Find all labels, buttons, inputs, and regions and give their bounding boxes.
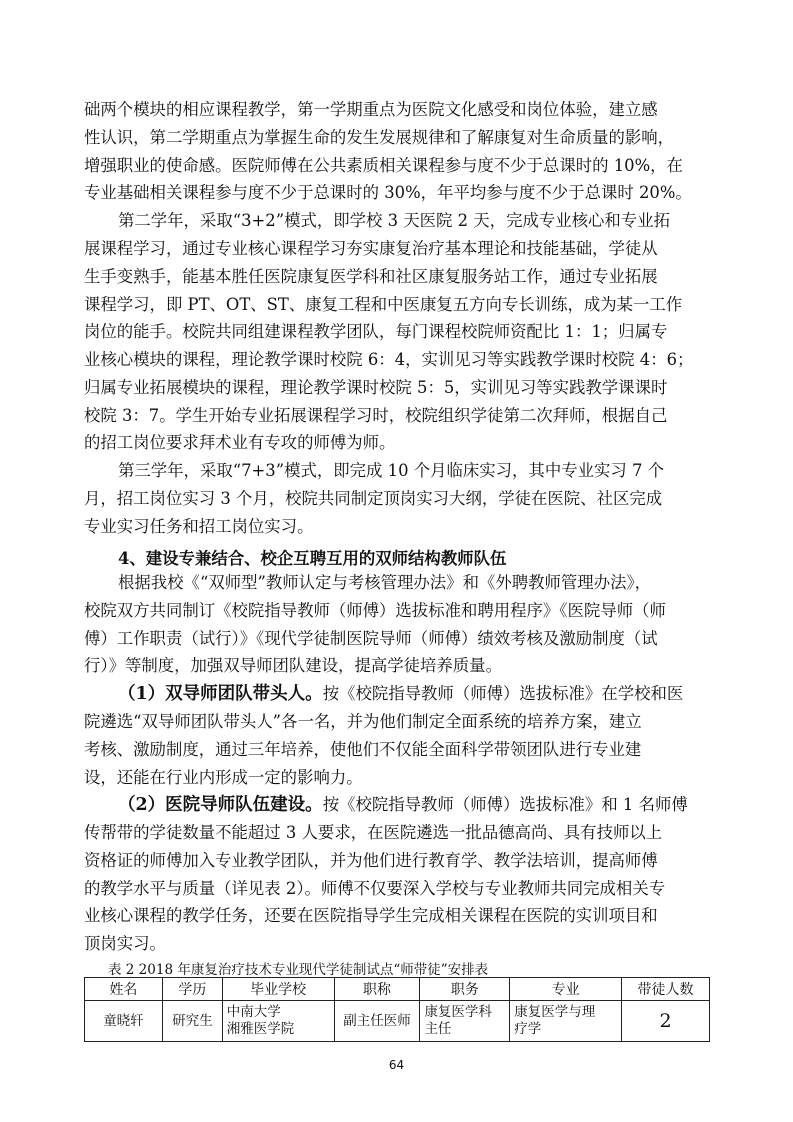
paragraph-line: 传帮带的学徒数量不能超过 3 人要求，在医院遴选一批品德高尚、具有技师以上 (84, 823, 663, 842)
paragraph-line: 增强职业的使命感。医院师傅在公共素质相关课程参与度不少于总课时的 10%，在 (84, 156, 683, 175)
paragraph-text: 顶岗实习。 (84, 934, 166, 953)
paragraph-line: 专业基础相关课程参与度不少于总课时的 30%，年平均参与度不少于总课时 20%。 (84, 183, 692, 202)
paragraph-line: 的招工岗位要求拜术业有专攻的师傅为师。 (84, 433, 396, 452)
cell-count: 2 (622, 1001, 710, 1042)
paragraph-line: 行）》等制度，加强双导师团队建设，提高学徒培养质量。 (84, 656, 502, 675)
paragraph-line: 岗位的能手。校院共同组建课程教学团队，每门课程校院师资配比 1：1；归属专 (84, 322, 668, 341)
cell-degree: 研究生 (162, 1001, 222, 1042)
cell-position-line: 康复医学科 (424, 1004, 492, 1020)
cell-position (420, 1001, 510, 1042)
page-number: 64 (388, 1058, 405, 1072)
header-cell: 姓名 (85, 978, 163, 1001)
paragraph-line: 第三学年，采取“7+3”模式，即完成 10 个月临床实习，其中专业实习 7 个 (118, 461, 665, 480)
paragraph-line (118, 795, 688, 815)
paragraph-line (84, 934, 166, 954)
cell-name: 童晓轩 (85, 1001, 163, 1042)
paragraph-line: 院遴选“双导师团队带头人”各一名，并为他们制定全面系统的培养方案，建立 (84, 712, 642, 731)
header-cell: 带徒人数 (622, 978, 710, 1001)
header-cell: 职称 (334, 978, 420, 1001)
paragraph-line: 校院双方共同制订《校院指导教师（师傅）选拔标准和聘用程序》《医院导师（师 (84, 601, 666, 620)
paragraph-line: 课程学习，即 PT、OT、ST、康复工程和中医康复五方向专长训练，成为某一工作 (84, 295, 683, 314)
paragraph-line: 根据我校《“双师型”教师认定与考核管理办法》和《外聘教师管理办法》， (118, 573, 652, 592)
header-cell: 毕业学校 (222, 978, 334, 1001)
paragraph-line: 第二学年，采取“3+2”模式，即学校 3 天医院 2 天，完成专业核心和专业拓 (118, 211, 670, 230)
cell-school (222, 1001, 334, 1042)
paragraph-line: 业核心课程的教学任务，还要在医院指导学生完成相关课程在医院的实训项目和 (84, 906, 658, 925)
paragraph-line: 校院 3：7。学生开始专业拓展课程学习时，校院组织学徒第二次拜师，根据自己 (84, 406, 668, 425)
mentor-table (84, 977, 710, 1042)
subheading-team-leader: （1）双导师团队带头人。 (118, 684, 323, 704)
subheading-hospital-mentors: （2）医院导师队伍建设。 (118, 795, 323, 815)
paragraph-line: 傅）工作职责（试行）》《现代学徒制医院导师（师傅）绩效考核及激励制度（试 (84, 629, 658, 648)
paragraph-line: 设，还能在行业内形成一定的影响力。 (84, 768, 363, 787)
paragraph-line: 础两个模块的相应课程教学，第一学期重点为医院文化感受和岗位体验，建立感 (84, 100, 658, 119)
paragraph-line (118, 684, 683, 704)
paragraph-line: 资格证的师傅加入专业教学团队，并为他们进行教育学、教学法培训，提高师傅 (84, 851, 658, 870)
paragraph-text: 按《校院指导教师（师傅）选拔标准》在学校和医 (322, 684, 684, 703)
cell-school-line: 湘雅医学院 (226, 1021, 295, 1037)
header-cell: 专业 (510, 978, 622, 1001)
header-cell: 职务 (420, 978, 510, 1001)
cell-major-line: 康复医学与理 (514, 1004, 596, 1020)
cell-school-line: 中南大学 (226, 1004, 281, 1020)
header-cell: 学历 (162, 978, 222, 1001)
section-heading: 4、建设专兼结合、校企互聘互用的双师结构教师队伍 (118, 549, 507, 568)
paragraph-line: 业核心模块的课程，理论教学课时校院 6：4，实训见习等实践教学课时校院 4：6； (84, 350, 694, 369)
cell-major-line: 疗学 (514, 1021, 542, 1037)
paragraph-line: 展课程学习，通过专业核心课程学习夯实康复治疗基本理论和技能基础，学徒从 (84, 239, 658, 258)
table-row (85, 1001, 710, 1042)
cell-title: 副主任医师 (334, 1001, 420, 1042)
cell-major (510, 1001, 622, 1042)
paragraph-line: 考核、激励制度，通过三年培养，使他们不仅能全面科学带领团队进行专业建 (84, 740, 642, 759)
paragraph-line: 性认识，第二学期重点为掌握生命的发生发展规律和了解康复对生命质量的影响， (84, 128, 675, 147)
paragraph-line: 归属专业拓展模块的课程，理论教学课时校院 5：5，实训见习等实践教学课课时 (84, 378, 668, 397)
paragraph-line: 的教学水平与质量（详见表 2）。师傅不仅要深入学校与专业教师共同完成相关专 (84, 879, 666, 898)
cell-position-line: 主任 (424, 1021, 452, 1037)
paragraph-line: 生手变熟手，能基本胜任医院康复医学科和社区康复服务站工作，通过专业拓展 (84, 267, 658, 286)
table-header-row (85, 978, 710, 1001)
paragraph-line: 专业实习任务和招工岗位实习。 (84, 517, 314, 536)
table-caption: 表 2 2018 年康复治疗技术专业现代学徒制试点“师带徒”安排表 (108, 962, 489, 978)
paragraph-text: 按《校院指导教师（师傅）选拔标准》和 1 名师傅 (322, 795, 688, 814)
paragraph-line: 月，招工岗位实习 3 个月，校院共同制定顶岗实习大纲，学徒在医院、社区完成 (84, 489, 663, 508)
